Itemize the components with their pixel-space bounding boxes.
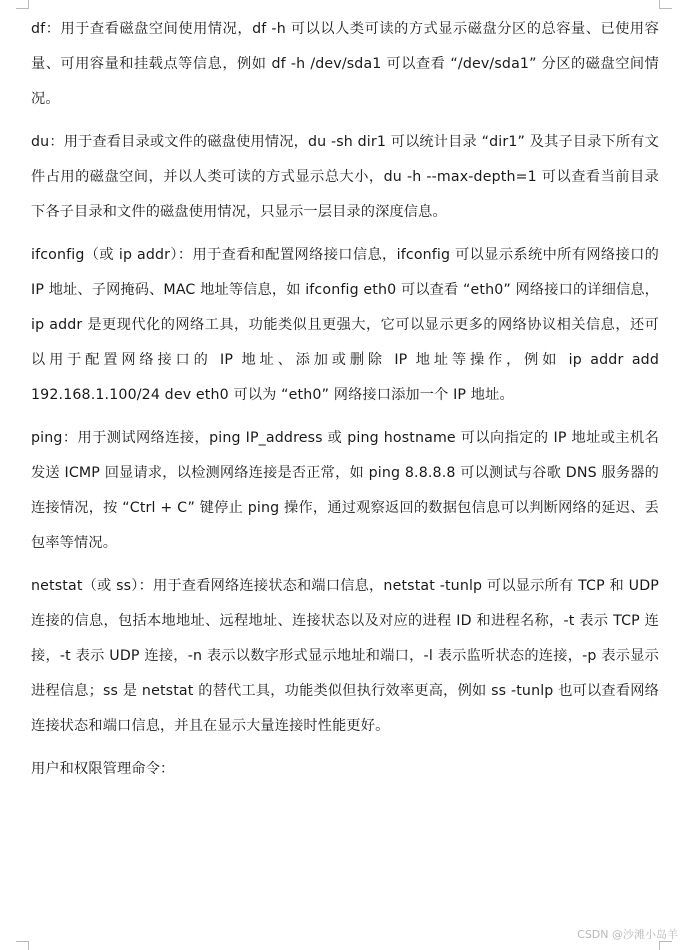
paragraph-df: df：用于查看磁盘空间使用情况，df -h 可以以人类可读的方式显示磁盘分区的总容量、已使用容量、可用容量和挂载点等信息，例如 df -h /dev/sda1 可以查看 “/dev/sda1” 分区的磁盘空间情况。 <box>31 21 659 107</box>
csdn-watermark: CSDN @沙滩小岛羊 <box>577 928 678 941</box>
page-corner-mark-top-left <box>16 0 29 9</box>
page-corner-mark-top-right <box>659 0 672 9</box>
section-heading: 用户和权限管理命令： <box>31 761 175 777</box>
paragraph-du: du：用于查看目录或文件的磁盘使用情况，du -sh dir1 可以统计目录 “dir1” 及其子目录下所有文件占用的磁盘空间，并以人类可读的方式显示总大小，du -h --max-depth=1 可以查看当前目录下各子目录和文件的磁盘使用情况，只显示一层目录的深度信息。 <box>31 134 659 220</box>
page-corner-mark-bottom-right <box>659 941 672 950</box>
paragraph-netstat: netstat（或 ss）：用于查看网络连接状态和端口信息，netstat -tunlp 可以显示所有 TCP 和 UDP 连接的信息，包括本地地址、远程地址、连接状态以及对应的进程 ID 和进程名称，-t 表示 TCP 连接，-t 表示 UDP 连接，-n 表示以数字形式显示地址和端口，-l 表示监听状态的连接，-p 表示显示进程信息；ss 是 netstat 的替代工具，功能类似但执行效率更高，例如 ss -tunlp 也可以查看网络连接状态和端口信息，并且在显示大量连接时性能更好。 <box>31 578 659 734</box>
paragraph-ifconfig: ifconfig（或 ip addr）：用于查看和配置网络接口信息，ifconfig 可以显示系统中所有网络接口的 IP 地址、子网掩码、MAC 地址等信息，如 ifconfig eth0 可以查看 “eth0” 网络接口的详细信息，ip addr 是更现代化的网络工具，功能类似且更强大，它可以显示更多的网络协议相关信息，还可以用于配置网络接口的 IP 地址、添加或删除 IP 地址等操作，例如 ip addr add 192.168.1.100/24 dev eth0 可以为 “eth0” 网络接口添加一个 IP 地址。 <box>31 247 659 403</box>
page-corner-mark-bottom-left <box>16 941 29 950</box>
paragraph-ping: ping：用于测试网络连接，ping IP_address 或 ping hostname 可以向指定的 IP 地址或主机名发送 ICMP 回显请求，以检测网络连接是否正常，如 ping 8.8.8.8 可以测试与谷歌 DNS 服务器的连接情况，按 “Ctrl + C” 键停止 ping 操作，通过观察返回的数据包信息可以判断网络的延迟、丢包率等情况。 <box>31 430 659 551</box>
document-body <box>31 12 659 795</box>
